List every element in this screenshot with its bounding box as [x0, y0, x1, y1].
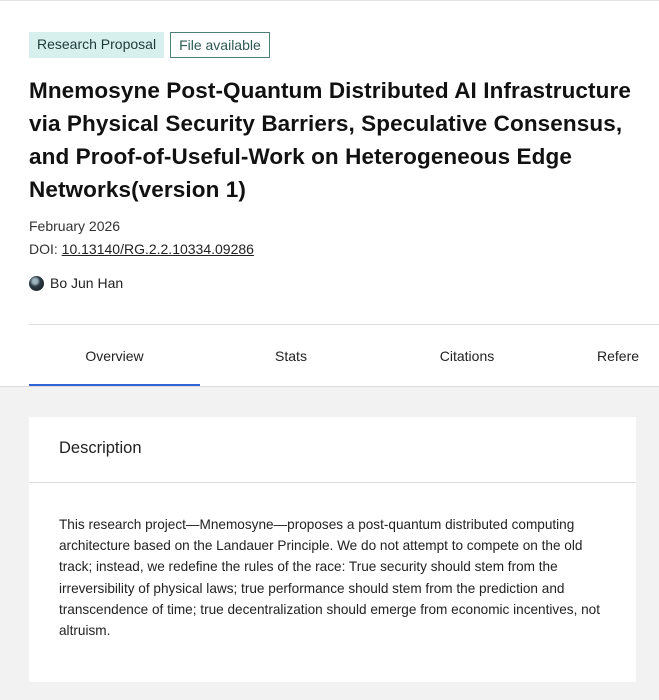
publication-type-badge: Research Proposal — [29, 32, 164, 58]
doi-line — [29, 241, 254, 257]
description-card — [29, 417, 636, 682]
author-name[interactable]: Bo Jun Han — [50, 275, 124, 291]
tab-stats[interactable]: Stats — [275, 348, 307, 364]
tab-citations[interactable]: Citations — [439, 348, 495, 364]
file-available-badge[interactable]: File available — [170, 32, 270, 58]
publication-date: February 2026 — [29, 218, 121, 234]
tab-overview[interactable]: Overview — [85, 348, 144, 364]
page-title: Mnemosyne Post-Quantum Distributed AI Infrastructure via Physical Security Barriers, Speculative Consensus, and Proof-of-Useful-Work on Heterogeneous Edge Networks(version 1) — [29, 78, 631, 202]
card-divider — [29, 482, 636, 483]
avatar — [29, 276, 44, 291]
description-text: This research project—Mnemosyne—proposes a post-quantum distributed computing architecture based on the Landauer Principle. We do not attempt to compete on the old track; instead, we redefine the rules of the race: True security should stem from the irreversibility of physical laws; true performance should stem from the prediction and transcendence of time; true decentralization should emerge from economic incentives, not altruism. — [59, 517, 601, 639]
badge-row — [29, 32, 270, 58]
tab-references[interactable]: Refere — [597, 348, 640, 364]
description-heading: Description — [59, 439, 142, 457]
doi-label: DOI: — [29, 241, 62, 257]
tab-bar — [29, 325, 659, 387]
doi-link[interactable]: 10.13140/RG.2.2.10334.09286 — [61, 241, 254, 257]
author[interactable] — [29, 275, 123, 291]
